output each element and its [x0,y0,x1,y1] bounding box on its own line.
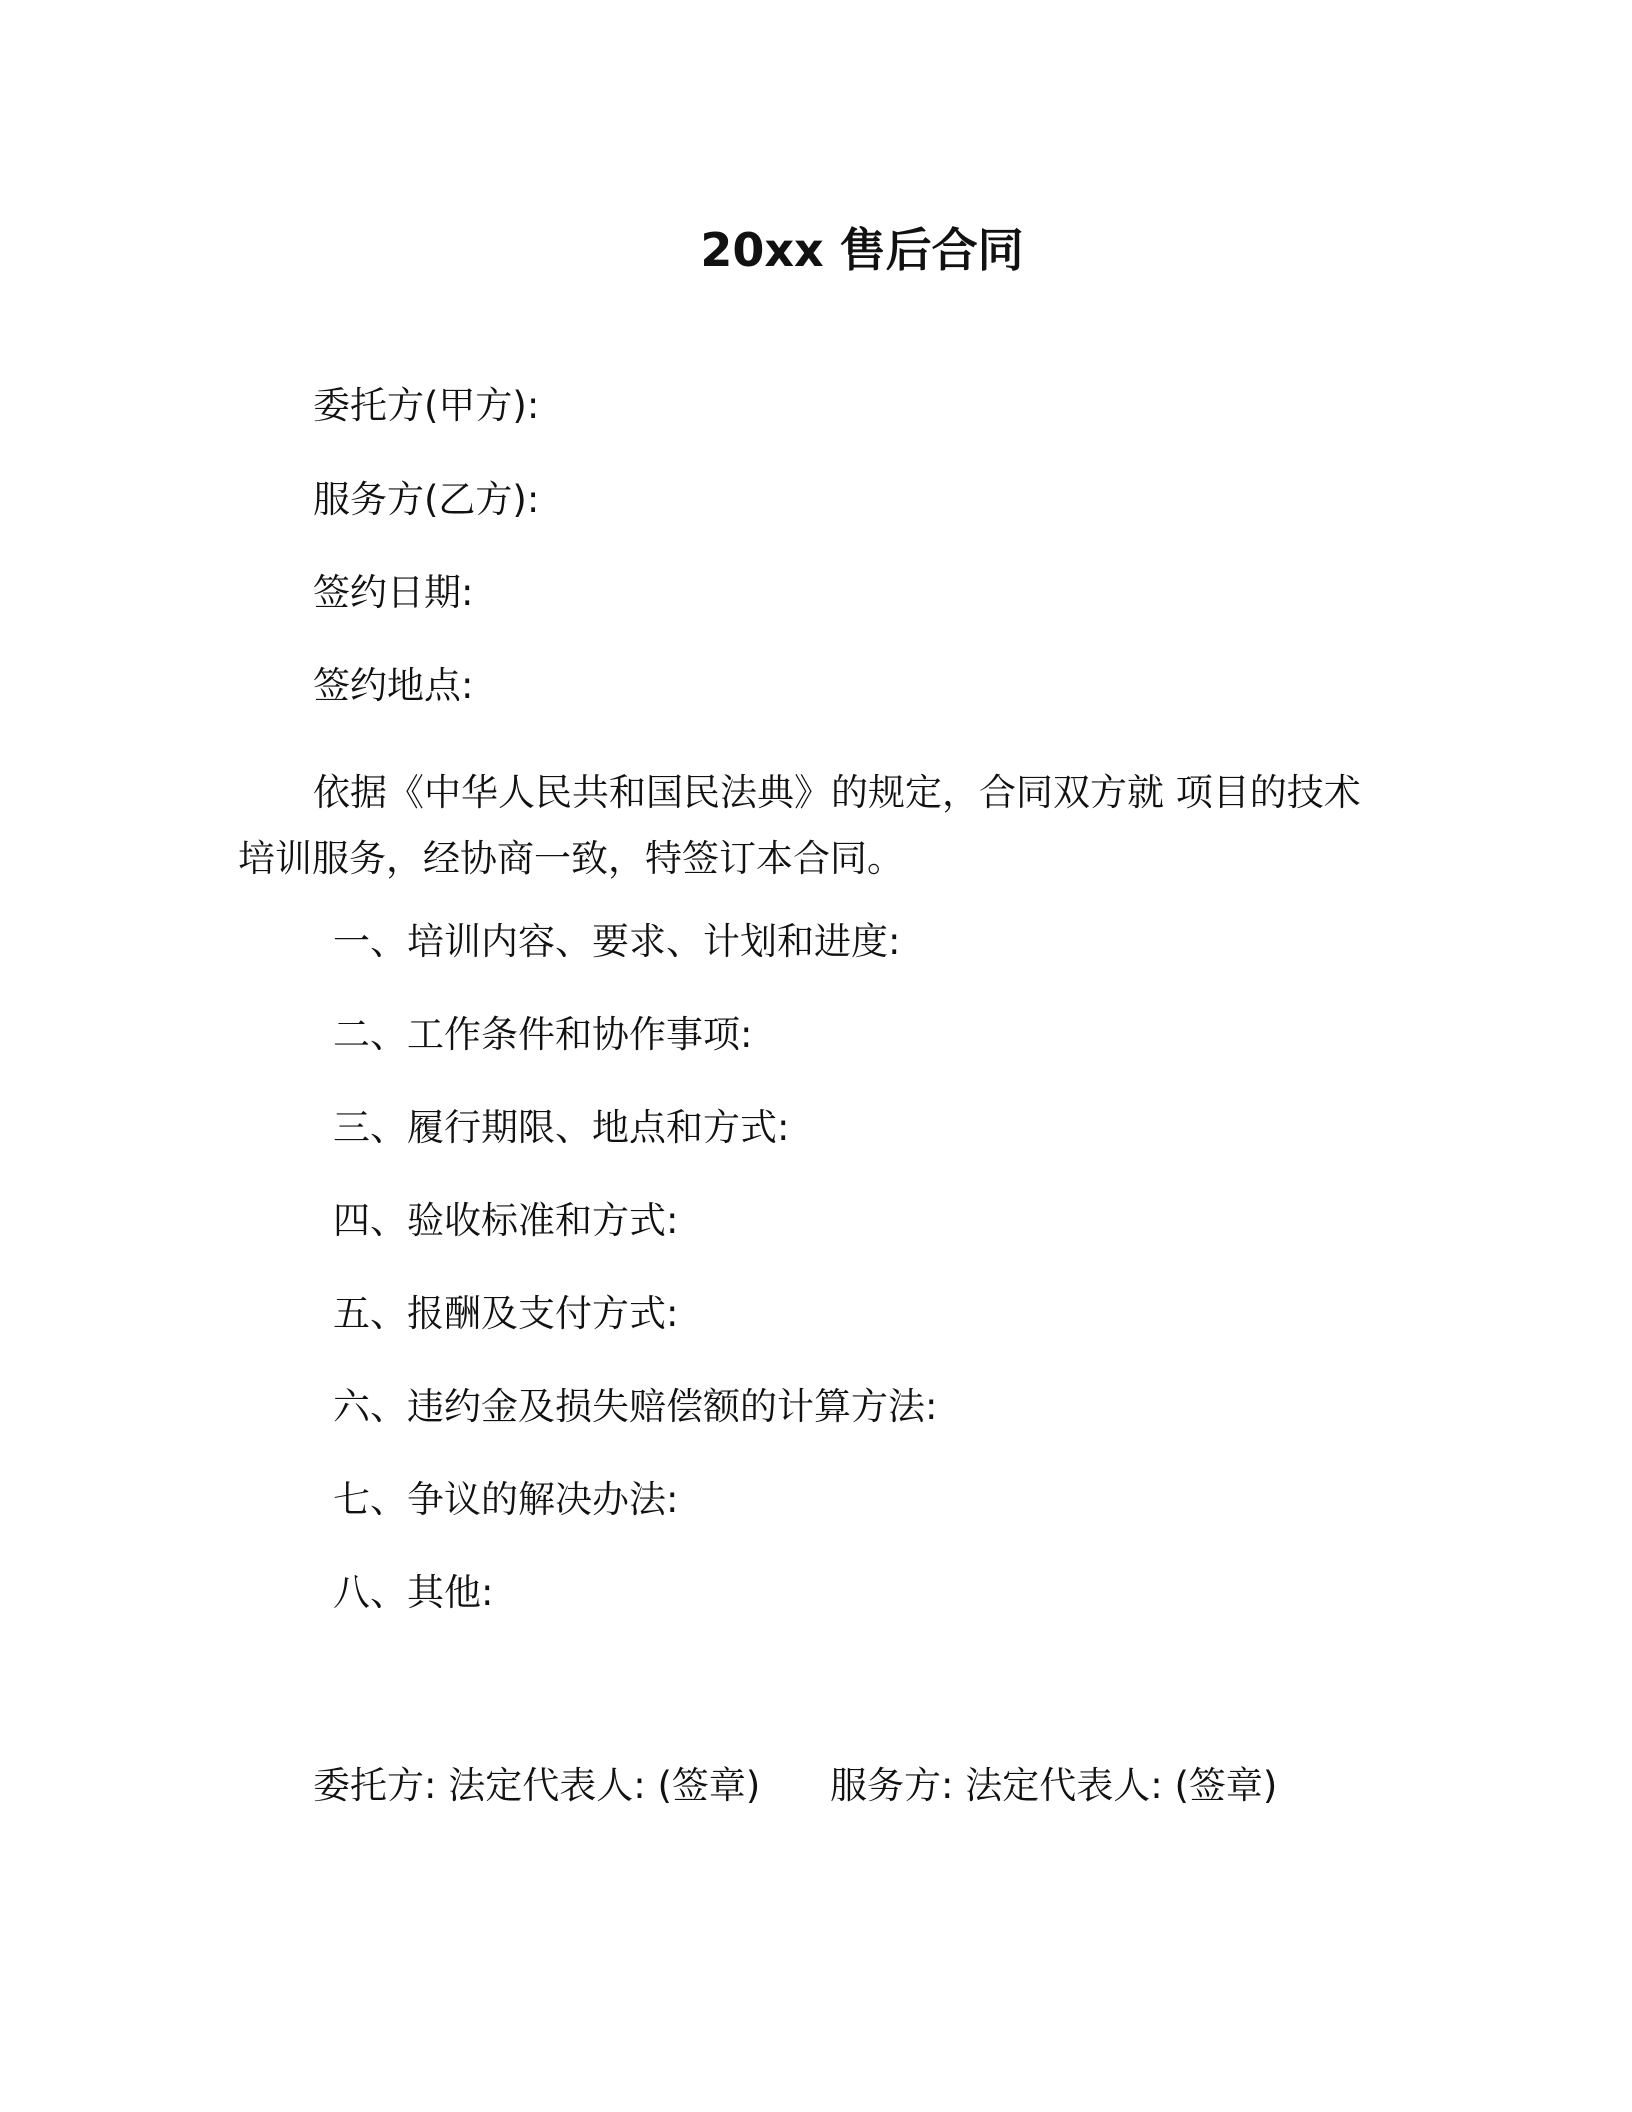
provider-field-label: 服务方(乙方): [313,478,540,521]
section-7-heading: 七、争议的解决办法: [333,1478,679,1521]
sign-place-label: 签约地点: [313,664,474,707]
section-4-heading: 四、验收标准和方式: [333,1199,679,1242]
section-3-heading: 三、履行期限、地点和方式: [333,1106,790,1149]
section-5-heading: 五、报酬及支付方式: [333,1292,679,1335]
section-2-heading: 二、工作条件和协作事项: [333,1013,753,1056]
section-8-heading: 八、其他: [333,1571,494,1614]
intro-paragraph: 依据《中华人民共和国民法典》的规定，合同双方就 项目的技术培训服务，经协商一致，特签订本合同。 [238,771,1361,880]
section-1-heading: 一、培训内容、要求、计划和进度: [333,920,901,963]
client-signature-line: 委托方: 法定代表人: (签章) [313,1764,761,1807]
sign-date-label: 签约日期: [313,571,474,614]
provider-signature-line: 服务方: 法定代表人: (签章) [830,1764,1278,1807]
section-6-heading: 六、违约金及损失赔偿额的计算方法: [333,1385,938,1428]
client-field-label: 委托方(甲方): [313,384,540,427]
document-title: 20xx 售后合同 [700,223,1024,277]
